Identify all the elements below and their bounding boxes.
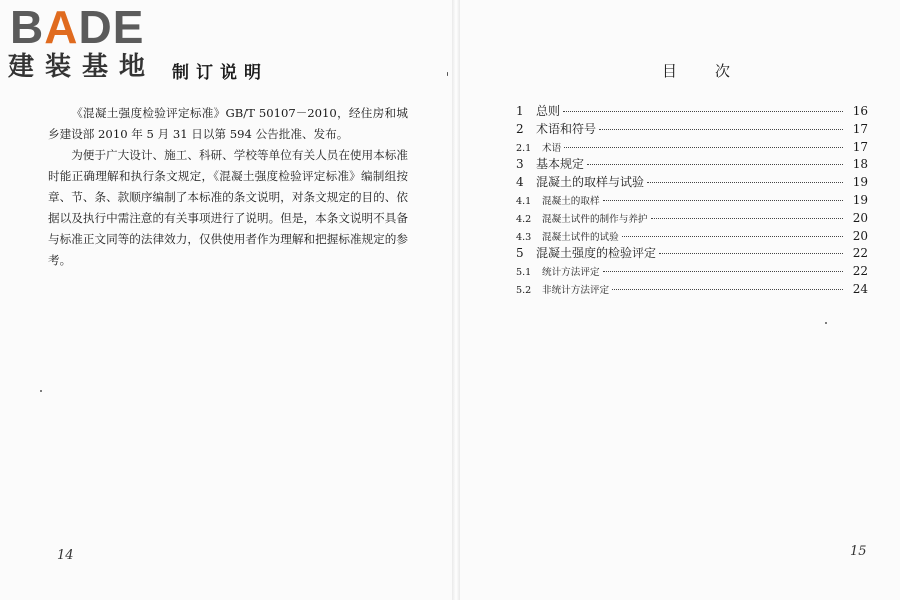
- toc-entry: [516, 245, 868, 263]
- toc-entry-number: 5.1: [516, 267, 532, 279]
- toc-entry-number: 1: [516, 104, 524, 118]
- toc-entry-page: 22: [852, 246, 868, 261]
- toc-entry-label: 混凝土强度的检验评定: [536, 246, 657, 261]
- toc-entry-page: 19: [852, 192, 868, 207]
- toc-leader-dots: [659, 252, 843, 254]
- logo-letter-a: A: [44, 1, 79, 53]
- toc-entry-page: 16: [852, 104, 868, 118]
- table-of-contents: [516, 103, 868, 299]
- toc-leader-dots: [563, 110, 843, 112]
- toc-entry-label: 混凝土的取样: [542, 195, 600, 207]
- paragraph-intro: 《混凝土强度检验评定标准》GB/T 50107－2010，经住房和城乡建设部 2010 年 5 月 31 日以第 594 公告批准、发布。: [48, 106, 408, 141]
- toc-entry-page: 22: [852, 264, 868, 279]
- toc-entry-page: 20: [852, 228, 868, 243]
- toc-entry-page: 17: [852, 139, 868, 154]
- toc-entry-number: 5: [516, 246, 524, 261]
- toc-leader-dots: [603, 199, 843, 201]
- logo-wordmark: [10, 2, 144, 52]
- toc-leader-dots: [564, 146, 843, 148]
- toc-entry: [516, 263, 868, 281]
- toc-entry-number: 2: [516, 121, 524, 136]
- toc-entry: [516, 103, 868, 121]
- toc-leader-dots: [612, 288, 843, 290]
- logo-chinese: 建装基地: [8, 52, 157, 82]
- toc-entry-number: 4: [516, 175, 524, 190]
- toc-entry-label: 混凝土的取样与试验: [536, 175, 645, 190]
- toc-leader-dots: [603, 270, 843, 272]
- toc-leader-dots: [647, 181, 843, 183]
- toc-entry: [516, 281, 868, 299]
- toc-entry-number: 4.2: [516, 213, 532, 225]
- toc-entry: [516, 121, 868, 139]
- toc-leader-dots: [599, 128, 843, 130]
- toc-entry: [516, 156, 868, 174]
- logo-letter-b: B: [10, 1, 45, 53]
- toc-entry-number: 5.2: [516, 284, 532, 296]
- page-title: 制订说明: [172, 63, 268, 83]
- toc-title: 目次: [662, 62, 769, 80]
- toc-entry: [516, 174, 868, 192]
- toc-entry: [516, 228, 868, 246]
- toc-entry-number: 4.1: [516, 195, 532, 207]
- toc-entry-label: 混凝土试件的制作与养护: [542, 213, 648, 225]
- toc-entry: [516, 192, 868, 210]
- toc-entry-label: 术语: [542, 142, 562, 154]
- toc-entry-label: 混凝土试件的试验: [542, 231, 619, 243]
- toc-leader-dots: [622, 235, 843, 237]
- toc-entry: [516, 139, 868, 157]
- toc-entry-number: 3: [516, 157, 524, 172]
- toc-entry-number: 2.1: [516, 142, 532, 154]
- paragraph-purpose: 为便于广大设计、施工、科研、学校等单位有关人员在使用本标准时能正确理解和执行条文规定，《混凝土强度检验评定标准》编制组按章、节、条、款顺序编制了本标准的条文说明，对条文规定的目的、依据以及执行中需注意的有关事项进行了说明。但是，本条文说明不具备与标准正文同等的法律效力，仅供使用者作为理解和把握标准规定的参考。: [48, 148, 408, 267]
- toc-entry-label: 统计方法评定: [542, 267, 600, 279]
- right-page: [460, 0, 900, 600]
- logo-letters-de: DE: [78, 1, 145, 53]
- toc-entry-number: 4.3: [516, 231, 532, 243]
- book-gutter: [452, 0, 460, 600]
- toc-entry-page: 19: [852, 175, 868, 190]
- toc-entry-page: 24: [852, 281, 868, 296]
- scan-speck: [40, 390, 42, 392]
- toc-leader-dots: [587, 163, 843, 165]
- toc-entry-label: 基本规定: [536, 157, 585, 172]
- toc-leader-dots: [651, 217, 843, 219]
- toc-entry: [516, 210, 868, 228]
- toc-entry-label: 术语和符号: [536, 121, 597, 136]
- toc-entry-page: 20: [852, 210, 868, 225]
- toc-entry-label: 总则: [536, 104, 561, 118]
- page-number-right: 15: [850, 544, 867, 559]
- page-number-left: 14: [57, 548, 74, 563]
- toc-entry-page: 18: [852, 157, 868, 172]
- toc-entry-page: 17: [852, 121, 868, 136]
- scan-speck: [825, 322, 827, 324]
- scan-speck: [447, 72, 448, 76]
- toc-entry-label: 非统计方法评定: [542, 284, 610, 296]
